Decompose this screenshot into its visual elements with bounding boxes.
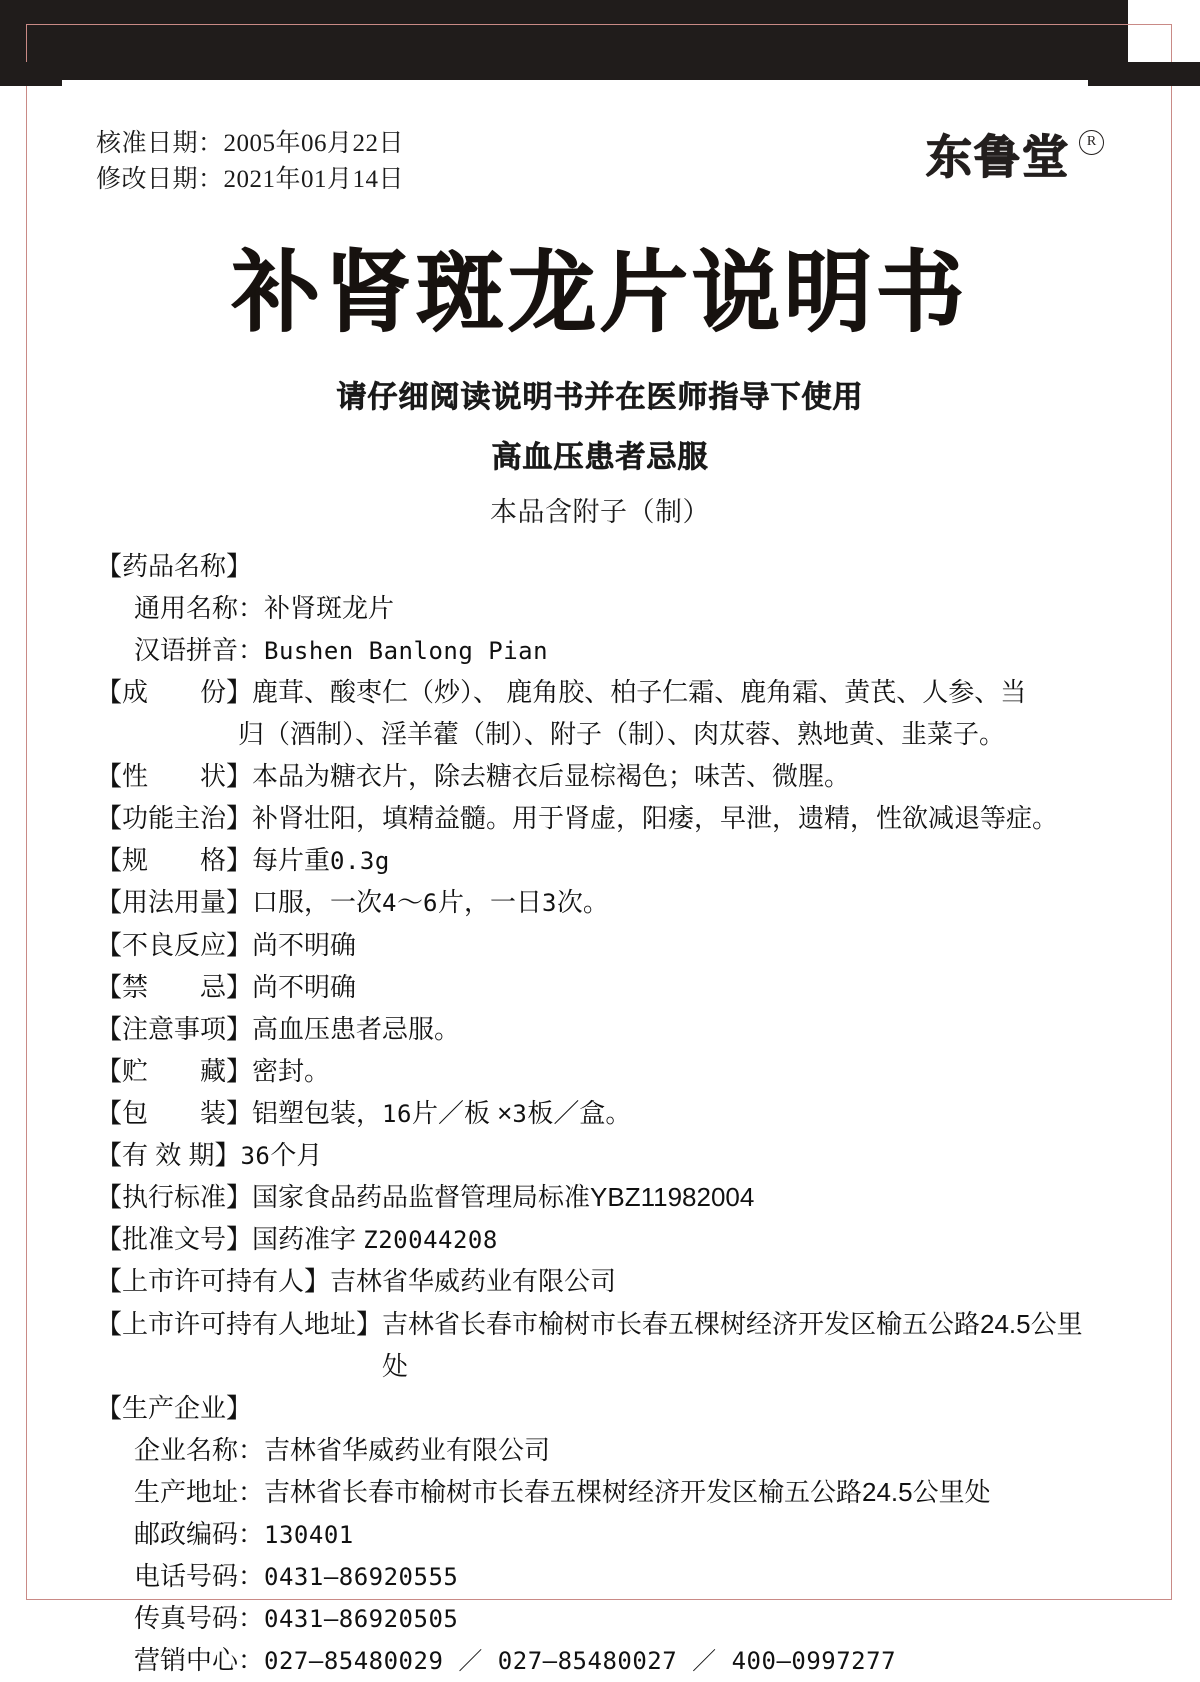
field-pinyin [96,629,1104,671]
section-indications-value: 补肾壮阳，填精益髓。用于肾虚，阳痿，早泄，遗精，性欲减退等症。 [252,803,1059,834]
section-packaging-boards-per-box: 3 [512,1099,528,1128]
section-indications [96,797,1104,839]
section-dosage-label: 【用法用量】 [96,887,253,918]
section-approval-number-value: 国药准字 [252,1224,357,1255]
section-packaging-middle: 片／板 × [411,1097,513,1128]
field-phone-value: 0431—86920555 [264,1563,459,1592]
section-indications-label: 【功能主治】 [96,803,253,834]
section-description-value: 本品为糖衣片，除去糖衣后显棕褐色；味苦、微腥。 [252,761,851,792]
read-instructions-notice: 请仔细阅读说明书并在医师指导下使用 [336,380,864,414]
section-packaging-tablets-per-board: 16 [382,1099,412,1128]
registered-trademark-icon: R [1079,130,1104,155]
field-company-name-value: 吉林省华威药业有限公司 [264,1434,551,1465]
field-pinyin-label: 汉语拼音： [134,634,265,665]
section-manufacturer [96,1387,1104,1429]
section-mah-label: 【上市许可持有人】 [96,1266,331,1297]
section-manufacturer-label: 【生产企业】 [96,1392,253,1423]
section-shelf-life-unit: 个月 [270,1140,323,1171]
field-generic-name-value: 补肾斑龙片 [264,592,395,623]
field-generic-name-label: 通用名称： [134,592,265,623]
document-body [96,545,1104,1682]
section-precautions [96,1008,1104,1050]
brand-logo [926,130,1104,184]
section-specification-value: 每片重 [252,845,331,876]
section-dosage-number-max: 6 [423,889,438,918]
section-mah-address [96,1303,1104,1387]
field-postal-code-label: 邮政编码： [134,1519,265,1550]
aconite-content-notice: 本品含附子（制） [490,496,710,527]
field-marketing-center-value: 027—85480029 ／ 027—85480027 ／ 400—0997277 [264,1647,897,1676]
section-standard [96,1176,1104,1218]
field-postal-code-value: 130401 [264,1521,354,1550]
section-precautions-label: 【注意事项】 [96,1013,253,1044]
section-storage-value: 密封。 [252,1055,331,1086]
section-standard-value: 国家食品药品监督管理局标准 [252,1182,591,1213]
field-fax-value: 0431—86920505 [264,1605,459,1634]
section-packaging [96,1092,1104,1134]
section-description [96,755,1104,797]
section-ingredients-line-1: 鹿茸、酸枣仁（炒）、 鹿角胶、柏子仁霜、鹿角霜、黄芪、人参、当 [252,676,1027,707]
page-title: 补肾斑龙片说明书 [231,240,968,344]
section-adverse-reactions-value: 尚不明确 [252,929,357,960]
field-production-address-label: 生产地址： [134,1476,265,1507]
section-mah-address-value: 吉林省长春市榆树市长春五棵树经济开发区榆五公路24.5公里处 [382,1308,1083,1381]
section-dosage-frequency: 3 [541,889,557,918]
field-fax [96,1597,1104,1639]
section-shelf-life-number: 36 [240,1142,271,1171]
section-ingredients-line-2: 归（酒制）、淫羊藿（制）、附子（制）、肉苁蓉、熟地黄、韭菜子。 [238,718,1006,749]
section-contraindications-value: 尚不明确 [252,971,357,1002]
section-packaging-label: 【包 装】 [96,1097,253,1128]
brand-logo-text: 东鲁堂 [926,130,1070,184]
section-dosage-suffix: 次。 [556,887,609,918]
section-specification [96,839,1104,881]
field-marketing-center [96,1639,1104,1681]
hypertension-warning: 高血压患者忌服 [491,440,709,474]
section-ingredients [96,671,1104,713]
section-standard-code: YBZ11982004 [590,1182,755,1213]
section-specification-label: 【规 格】 [96,845,253,876]
field-phone-label: 电话号码： [134,1561,265,1592]
approval-date: 核准日期：2005年06月22日 [96,130,405,157]
section-dosage [96,881,1104,923]
field-phone [96,1555,1104,1597]
field-generic-name [96,587,1104,629]
field-pinyin-value: Bushen Banlong Pian [264,636,549,665]
field-company-name-label: 企业名称： [134,1434,265,1465]
section-approval-number-code: Z20044208 [363,1226,498,1255]
section-dosage-middle: 片，一日 [437,887,542,918]
document-header [96,0,1104,197]
section-precautions-value: 高血压患者忌服。 [252,1013,461,1044]
section-dosage-prefix: 口服，一次 [252,887,383,918]
section-mah-address-label: 【上市许可持有人地址】 [96,1308,383,1339]
section-storage [96,1050,1104,1092]
section-approval-number-label: 【批准文号】 [96,1224,253,1255]
section-drug-name [96,545,1104,587]
section-standard-label: 【执行标准】 [96,1182,253,1213]
section-adverse-reactions [96,924,1104,966]
approval-dates-block [96,126,404,197]
section-contraindications-label: 【禁 忌】 [96,971,253,1002]
field-company-name [96,1429,1104,1471]
section-dosage-range-sep: ～ [396,887,423,918]
section-packaging-prefix: 铝塑包装， [252,1097,383,1128]
section-description-label: 【性 状】 [96,761,253,792]
section-approval-number [96,1218,1104,1260]
field-marketing-center-label: 营销中心： [134,1645,265,1676]
section-contraindications [96,966,1104,1008]
section-shelf-life-label: 【有 效 期】 [96,1140,241,1171]
field-postal-code [96,1513,1104,1555]
field-production-address-value: 吉林省长春市榆树市长春五棵树经济开发区榆五公路24.5公里处 [264,1476,991,1507]
section-packaging-suffix: 板／盒。 [527,1097,632,1128]
section-mah-value: 吉林省华威药业有限公司 [330,1266,617,1297]
section-drug-name-label: 【药品名称】 [96,550,253,581]
field-production-address [96,1471,1104,1513]
section-ingredients-label: 【成 份】 [96,676,253,707]
section-shelf-life [96,1134,1104,1176]
revision-date: 修改日期：2021年01月14日 [96,165,405,193]
section-mah [96,1260,1104,1302]
field-fax-label: 传真号码： [134,1603,265,1634]
section-storage-label: 【贮 藏】 [96,1055,253,1086]
section-specification-number: 0.3g [330,847,390,876]
section-dosage-number-min: 4 [382,889,397,918]
section-adverse-reactions-label: 【不良反应】 [96,929,253,960]
